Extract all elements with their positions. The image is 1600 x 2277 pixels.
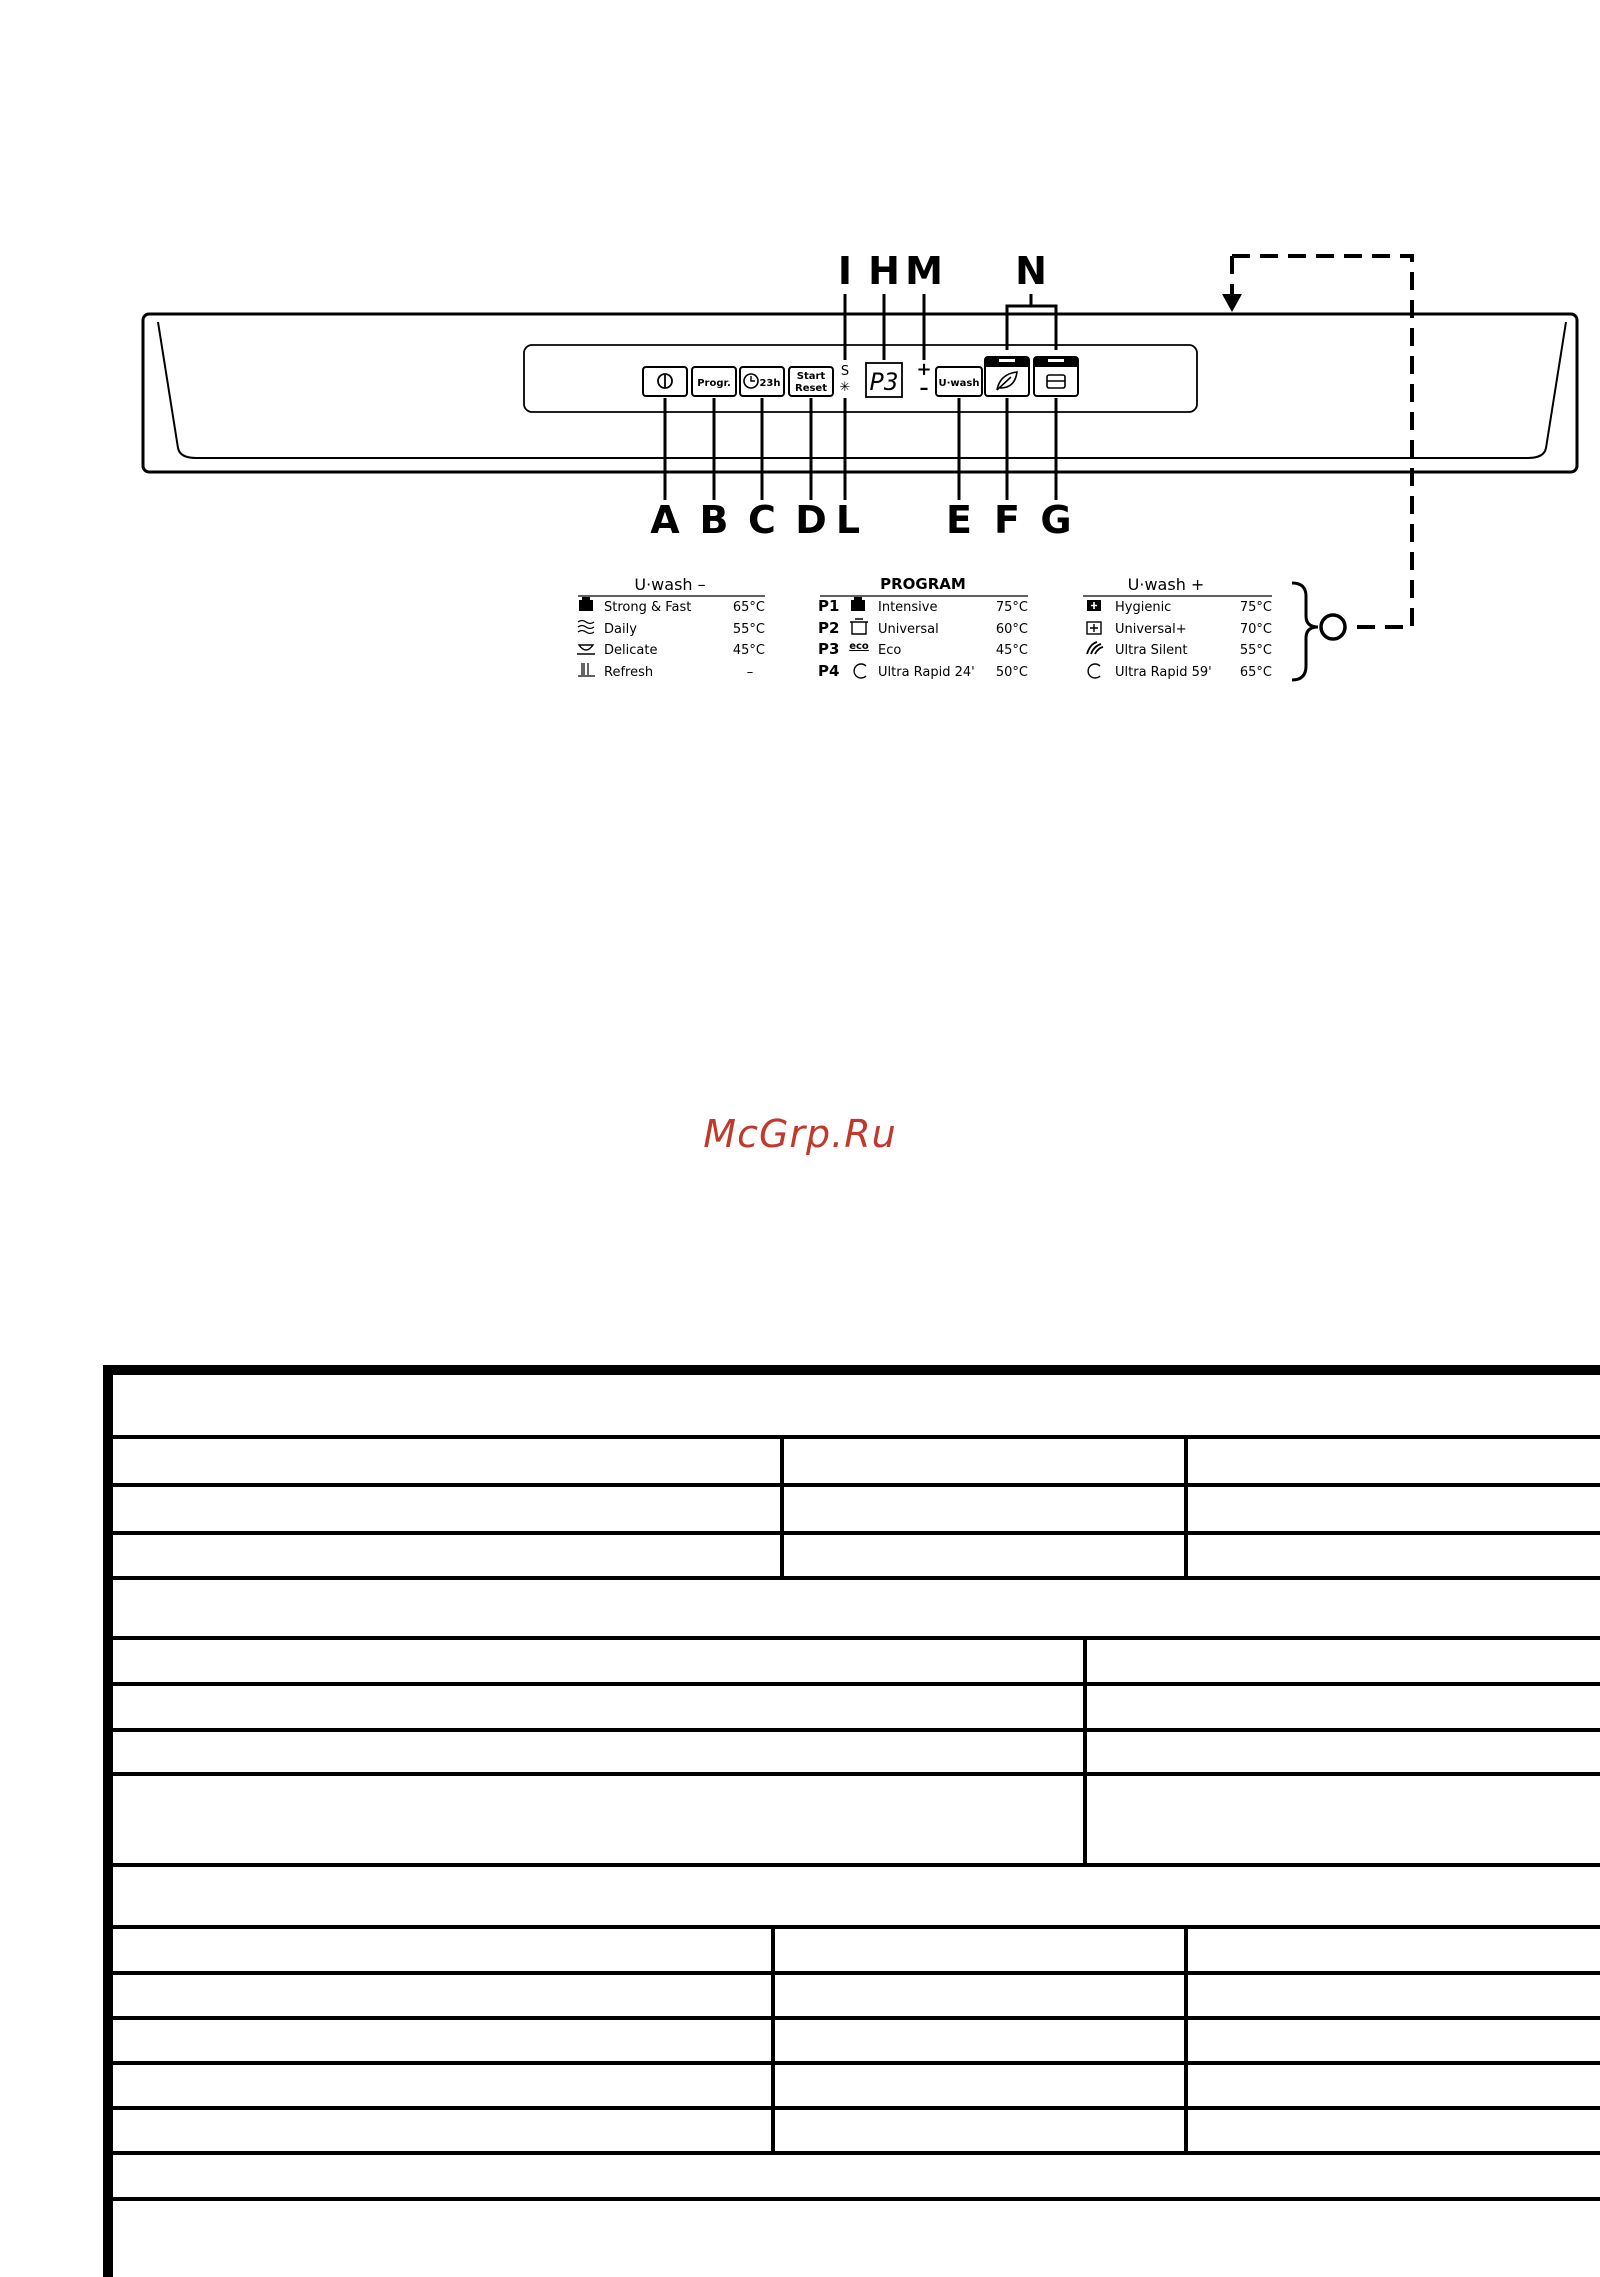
uwash-button[interactable] <box>936 367 982 396</box>
callout-c: C <box>748 498 776 542</box>
start-reset-button[interactable] <box>789 367 833 396</box>
program-item-name: Eco <box>878 643 902 658</box>
uwash-plus-item-name: Hygienic <box>1115 600 1172 615</box>
start-label: Start <box>796 371 826 382</box>
callout-n: N <box>1015 249 1047 293</box>
program-item-name: Ultra Rapid 24' <box>878 665 975 680</box>
table-row <box>113 2155 1600 2201</box>
uwash-minus-item-temp: 65°C <box>732 600 765 615</box>
callout-l: L <box>835 498 861 542</box>
program-display <box>866 363 902 397</box>
pot-icon <box>579 597 593 611</box>
program-code: P1 <box>818 597 840 615</box>
clock-59-icon <box>1088 664 1100 678</box>
rinse-aid-indicator-icon: ✳ <box>839 380 851 395</box>
connector-circle <box>1321 615 1345 639</box>
uwash-minus-legend <box>577 575 765 680</box>
program-item-temp: 45°C <box>995 643 1028 658</box>
hygienic-icon <box>1087 600 1101 611</box>
callout-h: H <box>868 249 900 293</box>
spec-table <box>103 1365 1600 2277</box>
program-item-temp: 60°C <box>995 622 1028 637</box>
table-row <box>113 1375 1600 1439</box>
callout-m: M <box>905 249 943 293</box>
program-legend <box>818 575 1028 680</box>
program-code: P4 <box>818 662 840 680</box>
minus-button[interactable]: – <box>919 378 929 399</box>
silent-icon <box>1087 642 1103 654</box>
cup-icon <box>577 645 595 654</box>
program-item-name: Intensive <box>878 600 938 615</box>
watermark: McGrp.Ru <box>703 1112 897 1156</box>
delay-button-label: 23h <box>759 378 781 389</box>
uwash-minus-item-temp: 45°C <box>732 643 765 658</box>
uwash-plus-item-temp: 65°C <box>1239 665 1272 680</box>
salt-indicator-icon: S <box>840 364 850 379</box>
program-code: P2 <box>818 619 840 637</box>
uwash-plus-item-temp: 70°C <box>1239 622 1272 637</box>
table-row <box>113 1535 1600 1580</box>
table-row <box>113 2110 1600 2155</box>
eco-option-button[interactable] <box>985 357 1029 396</box>
universal-plus-icon <box>1087 622 1101 634</box>
delay-button[interactable] <box>740 367 784 396</box>
dashed-connector <box>1232 256 1412 627</box>
uwash-minus-item-name: Refresh <box>604 665 654 680</box>
callout-i: I <box>837 249 853 293</box>
uwash-minus-title: U·wash – <box>634 575 706 594</box>
panel-body <box>143 314 1577 472</box>
uwash-minus-item-temp: – <box>746 665 754 680</box>
table-row <box>113 1975 1600 2020</box>
uwash-minus-item-name: Delicate <box>604 643 658 658</box>
uwash-plus-item-temp: 55°C <box>1239 643 1272 658</box>
uwash-plus-item-name: Ultra Rapid 59' <box>1115 665 1212 680</box>
table-row <box>113 1686 1600 1732</box>
uwash-plus-title: U·wash + <box>1127 575 1205 594</box>
arrow-down-icon <box>1222 294 1242 312</box>
pot-icon <box>851 597 865 611</box>
callout-f: F <box>994 498 1020 542</box>
glass-icon <box>578 663 595 676</box>
uwash-plus-item-name: Ultra Silent <box>1115 643 1188 658</box>
program-code: P3 <box>818 640 840 658</box>
uwash-minus-item-temp: 55°C <box>732 622 765 637</box>
plus-button[interactable]: + <box>916 359 932 380</box>
program-legend-title: PROGRAM <box>880 575 966 593</box>
table-row <box>113 1929 1600 1975</box>
callout-d: D <box>795 498 827 542</box>
table-row <box>113 1776 1600 1867</box>
program-button-label: Progr. <box>697 378 731 389</box>
table-row <box>113 1580 1600 1640</box>
half-load-option-button[interactable] <box>1034 357 1078 396</box>
callout-b: B <box>699 498 729 542</box>
program-item-name: Universal <box>878 622 939 637</box>
table-row <box>113 2065 1600 2110</box>
eco-icon: eco <box>849 641 869 652</box>
clock-24-icon <box>854 664 866 678</box>
callout-e: E <box>946 498 972 542</box>
uwash-plus-legend <box>1083 575 1272 680</box>
table-row <box>113 1439 1600 1487</box>
program-item-temp: 50°C <box>995 665 1028 680</box>
legend-brace <box>1292 583 1318 680</box>
program-item-temp: 75°C <box>995 600 1028 615</box>
waves-icon <box>578 621 594 634</box>
pan-icon <box>850 619 868 634</box>
table-row <box>113 1732 1600 1776</box>
power-button[interactable] <box>643 367 687 396</box>
table-row <box>113 1487 1600 1535</box>
program-button[interactable] <box>692 367 736 396</box>
display-value: P3 <box>869 368 899 396</box>
callout-a: A <box>650 498 680 542</box>
uwash-plus-item-name: Universal+ <box>1115 622 1187 637</box>
uwash-button-label: U·wash <box>938 378 980 389</box>
reset-label: Reset <box>795 383 827 394</box>
callout-g: G <box>1040 498 1072 542</box>
table-row <box>113 1640 1600 1686</box>
table-row <box>113 1867 1600 1929</box>
uwash-plus-item-temp: 75°C <box>1239 600 1272 615</box>
uwash-minus-item-name: Daily <box>604 622 637 637</box>
uwash-minus-item-name: Strong & Fast <box>604 600 692 615</box>
table-row <box>113 2020 1600 2065</box>
